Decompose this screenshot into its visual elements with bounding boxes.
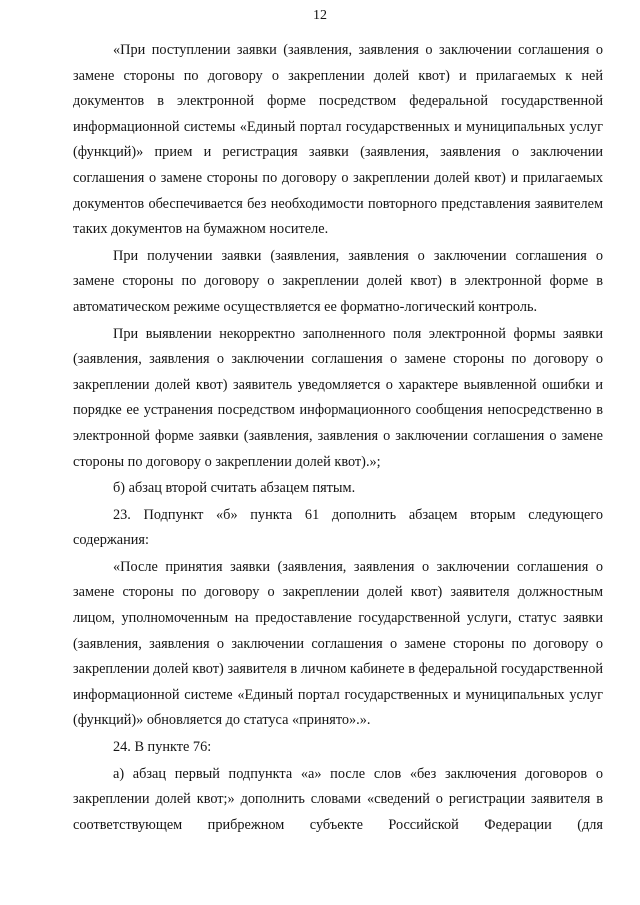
document-body (73, 38, 603, 838)
paragraph: б) абзац второй считать абзацем пятым. (113, 480, 356, 497)
paragraph: 24. В пункте 76: (113, 739, 212, 756)
paragraph: При получении заявки (заявления, заявления о заключении соглашения о замене стороны по договору о закреплении долей квот) в электронной форме в автоматическом режиме осуществляется ее форматно-логический контроль. (73, 247, 603, 315)
paragraph: «После принятия заявки (заявления, заявления о заключении соглашения о замене стороны по договору о закреплении долей квот) заявителя должностным лицом, уполномоченным на предоставление государственной услуги, статус заявки (заявления, заявления о заключении соглашения о замене стороны по договору о закреплении долей квот) заявителя в личном кабинете в федеральной государственной информационной системе «Единый портал государственных и муниципальных услуг (функций)» обновляется до статуса «принято».». (73, 558, 603, 729)
paragraph: При выявлении некорректно заполненного поля электронной формы заявки (заявления, заявления о заключении соглашения о замене стороны по договору о закреплении долей квот) заявитель уведомляется о характере выявленной ошибки и порядке ее устранения посредством информационного сообщения непосредственно в электронной форме заявки (заявления, заявления о заключении соглашения о замене стороны по договору о закреплении долей квот).»; (73, 325, 603, 470)
paragraph: «При поступлении заявки (заявления, заявления о заключении соглашения о замене стороны по договору о закреплении долей квот) и прилагаемых к ней документов в электронной форме посредством федеральной государственной информационной системы «Единый портал государственных и муниципальных услуг (функций)» прием и регистрация заявки (заявления, заявления о заключении соглашения о замене стороны по договору о закреплении долей квот) и прилагаемых документов обеспечивается без необходимости повторного представления заявителем таких документов на бумажном носителе. (73, 42, 603, 238)
paragraph: а) абзац первый подпункта «а» после слов «без заключения договоров о закреплении долей квот;» дополнить словами «сведений о регистрации заявителя в соответствующем прибрежном субъекте Российской Федерации (для (73, 765, 603, 833)
paragraph: 23. Подпункт «б» пункта 61 дополнить абзацем вторым следующего содержания: (73, 506, 603, 549)
page-number: 12 (313, 8, 327, 23)
